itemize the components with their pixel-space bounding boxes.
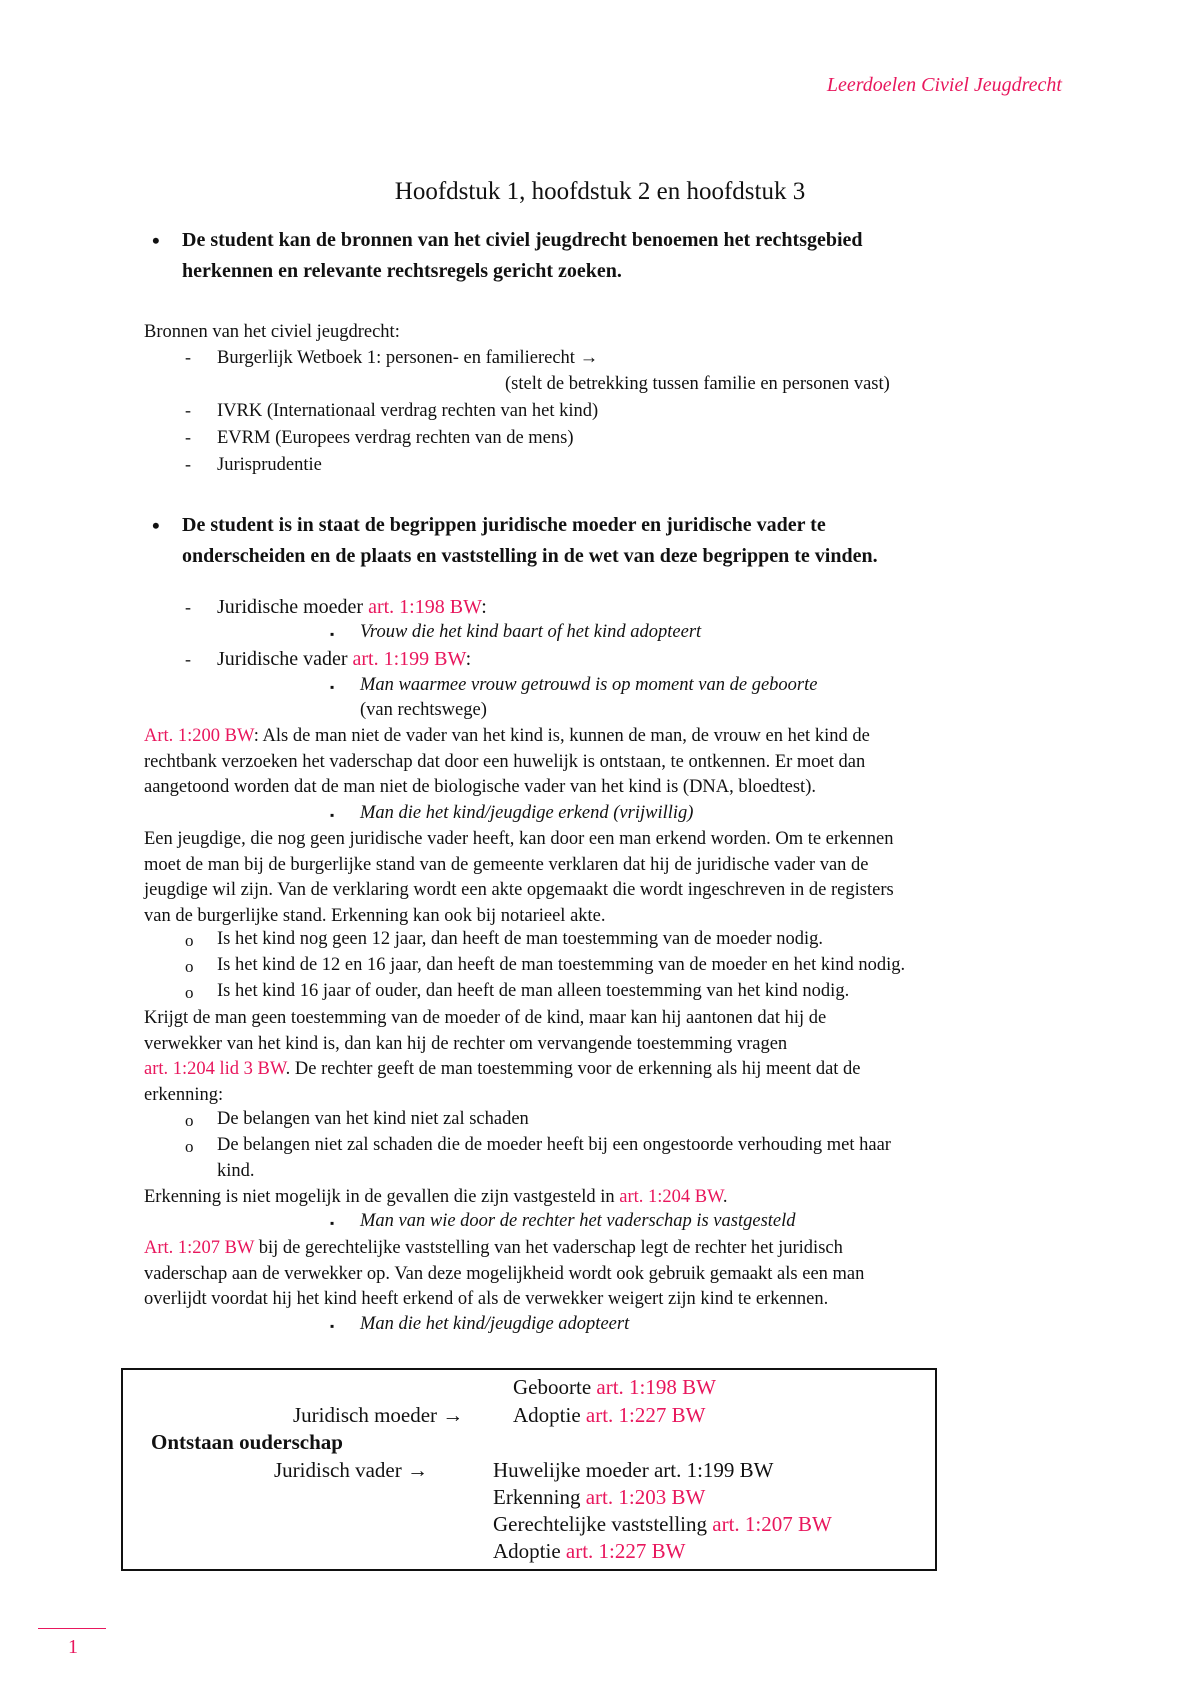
box-erkenning: Erkenning art. 1:203 BW: [493, 1485, 706, 1509]
circle-bullet-icon: o: [185, 983, 194, 1002]
box-adoptie-moeder: Adoptie art. 1:227 BW: [513, 1403, 706, 1427]
list-item: De belangen van het kind niet zal schaden: [217, 1109, 529, 1129]
source-item: Jurisprudentie: [217, 455, 322, 475]
square-bullet-icon: ▪: [330, 627, 335, 641]
summary-box: [121, 1368, 937, 1571]
bullet-icon: •: [152, 513, 160, 538]
source-item: IVRK (Internationaal verdrag rechten van het kind): [217, 401, 599, 421]
square-bullet-icon: ▪: [330, 680, 335, 694]
vader-definition: Man waarmee vrouw getrouwd is op moment van de geboorte: [360, 675, 818, 695]
erkenning-exception: Erkenning is niet mogelijk in de gevallen die zijn vastgesteld in art. 1:204 BW.: [144, 1187, 728, 1207]
list-item: De belangen niet zal schaden die de moeder heeft bij een ongestoorde verhouding met haar: [217, 1135, 891, 1155]
dash-icon: -: [185, 400, 191, 420]
box-adoptie-vader: Adoptie art. 1:227 BW: [493, 1539, 686, 1563]
circle-bullet-icon: o: [185, 1111, 194, 1130]
square-bullet-icon: ▪: [330, 1319, 335, 1333]
footer-rule: [38, 1628, 106, 1629]
page-title: Hoofdstuk 1, hoofdstuk 2 en hoofdstuk 3: [394, 178, 806, 205]
gerecht-definition: Man van wie door de rechter het vaderschap is vastgesteld: [360, 1211, 796, 1231]
box-juridisch-vader: Juridisch vader →: [274, 1458, 428, 1482]
box-juridisch-moeder: Juridisch moeder →: [293, 1403, 464, 1427]
learning-goal-1: De student kan de bronnen van het civiel jeugdrecht benoemen het rechtsgebied herkennen en relevante rechtsregels gericht zoeken.: [182, 229, 863, 282]
circle-bullet-icon: o: [185, 957, 194, 976]
juridische-vader: Juridische vader art. 1:199 BW:: [217, 648, 472, 670]
running-header: Leerdoelen Civiel Jeugdrecht: [826, 74, 1062, 96]
dash-icon: -: [185, 347, 191, 367]
source-note: (stelt de betrekking tussen familie en personen vast): [505, 374, 890, 394]
juridische-moeder: Juridische moeder art. 1:198 BW:: [217, 596, 487, 618]
vader-definition-note: (van rechtswege): [360, 700, 487, 720]
square-bullet-icon: ▪: [330, 1216, 335, 1230]
box-geboorte: Geboorte art. 1:198 BW: [513, 1375, 716, 1399]
square-bullet-icon: ▪: [330, 808, 335, 822]
dash-icon: -: [185, 649, 191, 669]
box-heading: Ontstaan ouderschap: [151, 1430, 343, 1454]
toestemming-paragraph: Krijgt de man geen toestemming van de moeder of de kind, maar kan hij aantonen dat hij de verwekker van het kind is, dan kan hij de rechter om vervangende toestemming vragen art. 1:204 lid 3 BW. De rechter geeft de man toestemming voor de erkenning als hij meent dat de erkenning:: [144, 1008, 861, 1105]
circle-bullet-icon: o: [185, 1137, 194, 1156]
dash-icon: -: [185, 454, 191, 474]
list-item-continued: kind.: [217, 1161, 255, 1181]
erkend-definition: Man die het kind/jeugdige erkend (vrijwillig): [360, 803, 694, 823]
box-gerecht: Gerechtelijke vaststelling art. 1:207 BW: [493, 1512, 832, 1536]
dash-icon: -: [185, 597, 191, 617]
art200-paragraph: Art. 1:200 BW: Als de man niet de vader van het kind is, kunnen de man, de vrouw en het kind de rechtbank verzoeken het vaderschap dat door een huwelijk is ontstaan, te ontkennen. Er moet dan aangetoond worden dat de man niet de biologische vader van het kind is (DNA, bloedtest).: [144, 726, 870, 797]
moeder-definition: Vrouw die het kind baart of het kind adopteert: [360, 622, 702, 642]
list-item: Is het kind nog geen 12 jaar, dan heeft de man toestemming van de moeder nodig.: [217, 929, 823, 949]
erkenning-paragraph: Een jeugdige, die nog geen juridische vader heeft, kan door een man erkend worden. Om te erkennen moet de man bij de burgerlijke stand van de gemeente verklaren dat hij de juridische vader van de jeugdige wil zijn. Van de verklaring wordt een akte opgemaakt die wordt ingeschreven in de registers van de burgerlijke stand. Erkenning kan ook bij notarieel akte.: [144, 829, 894, 926]
source-item: Burgerlijk Wetboek 1: personen- en familierecht →: [217, 348, 599, 368]
dash-icon: -: [185, 427, 191, 447]
page-number: 1: [68, 1636, 78, 1658]
source-item: EVRM (Europees verdrag rechten van de mens): [217, 428, 574, 448]
adopt-definition: Man die het kind/jeugdige adopteert: [360, 1314, 630, 1334]
list-item: Is het kind de 12 en 16 jaar, dan heeft de man toestemming van de moeder en het kind nodig.: [217, 955, 906, 975]
art207-paragraph: Art. 1:207 BW bij de gerechtelijke vaststelling van het vaderschap legt de rechter het juridisch vaderschap aan de verwekker op. Van deze mogelijkheid wordt ook gebruik gemaakt als een man overlijdt voordat hij het kind heeft erkend of als de verwekker weigert zijn kind te erkennen.: [144, 1238, 865, 1309]
sources-intro: Bronnen van het civiel jeugdrecht:: [144, 322, 400, 342]
box-huwelijk: Huwelijke moeder art. 1:199 BW: [493, 1458, 774, 1482]
list-item: Is het kind 16 jaar of ouder, dan heeft de man alleen toestemming van het kind nodig.: [217, 981, 850, 1001]
learning-goal-2: De student is in staat de begrippen juridische moeder en juridische vader te onderscheiden en de plaats en vaststelling in de wet van deze begrippen te vinden.: [182, 514, 878, 567]
bullet-icon: •: [152, 228, 160, 253]
circle-bullet-icon: o: [185, 931, 194, 950]
